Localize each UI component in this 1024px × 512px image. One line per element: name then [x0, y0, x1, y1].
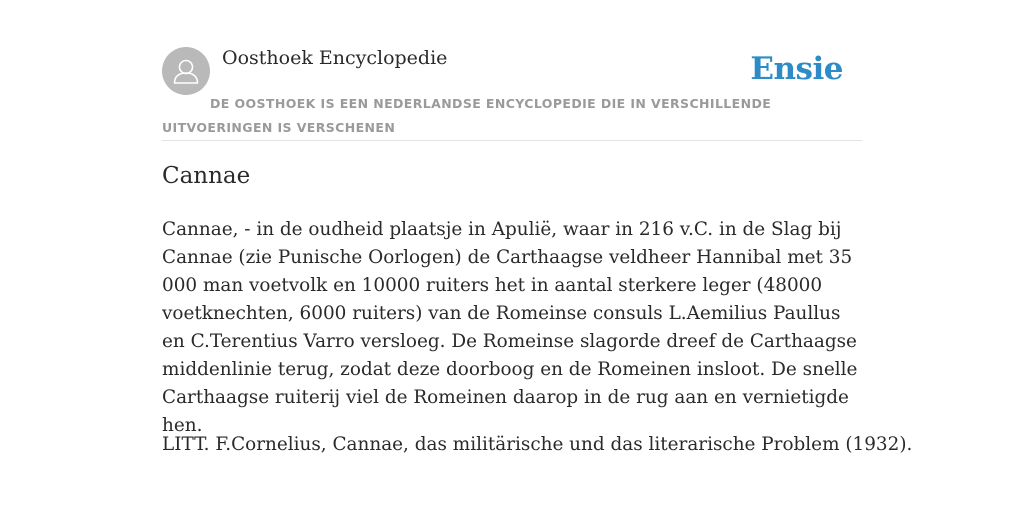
brand-logo[interactable]: Ensie	[750, 51, 843, 87]
author-avatar[interactable]	[162, 47, 210, 95]
article-title: Cannae	[162, 163, 251, 189]
author-tagline: DE OOSTHOEK IS EEN NEDERLANDSE ENCYCLOPEDIE DIE IN VERSCHILLENDE UITVOERINGEN IS VERSCHENEN	[162, 96, 772, 135]
article-literature: LITT. F.Cornelius, Cannae, das militärische und das literarische Problem (1932).	[162, 434, 913, 455]
entry-header	[162, 46, 862, 141]
user-icon	[162, 47, 210, 95]
article-body: Cannae, - in de oudheid plaatsje in Apulië, waar in 216 v.C. in de Slag bij Cannae (zie Punische Oorlogen) de Carthaagse veldheer Hannibal met 35 000 man voetvolk en 10000 ruiters het in aantal sterkere leger (48000 voetknechten, 6000 ruiters) van de Romeinse consuls L.Aemilius Paullus en C.Terentius Varro versloeg. De Romeinse slagorde dreef de Carthaagse middenlinie terug, zodat deze doorboog en de Romeinen insloot. De snelle Carthaagse ruiterij viel de Romeinen daarop in de rug aan en vernietigde hen.	[162, 219, 858, 436]
author-name[interactable]: Oosthoek Encyclopedie	[222, 47, 448, 69]
